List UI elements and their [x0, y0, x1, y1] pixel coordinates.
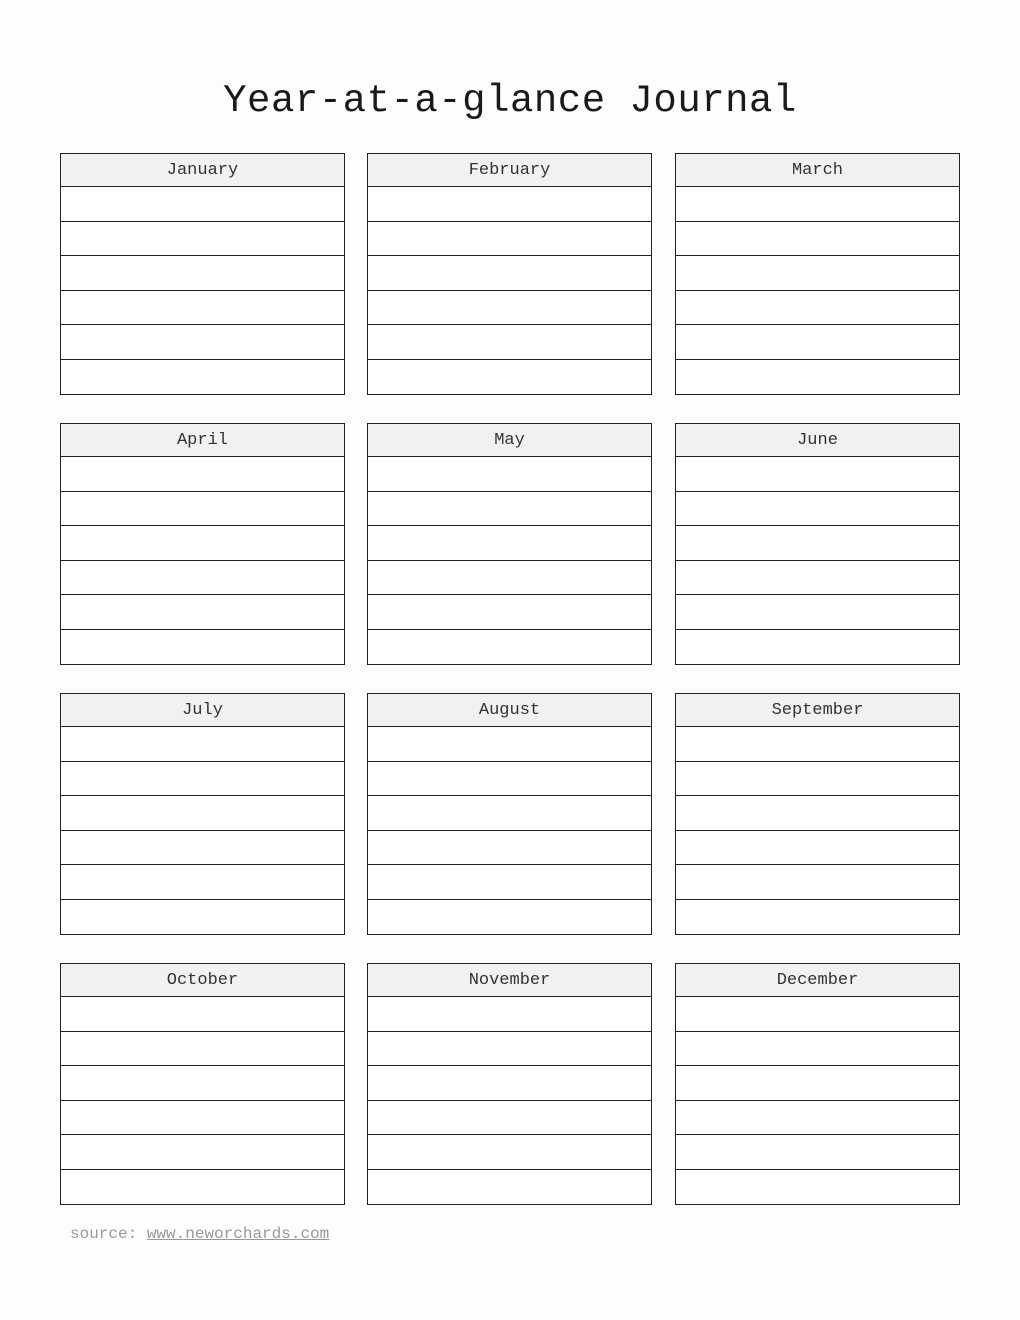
- journal-entry-row[interactable]: [368, 526, 651, 561]
- journal-entry-row[interactable]: [61, 727, 344, 762]
- journal-entry-row[interactable]: [61, 256, 344, 291]
- page-title: Year-at-a-glance Journal: [223, 79, 797, 123]
- month-header: April: [61, 424, 344, 457]
- journal-entry-row[interactable]: [61, 561, 344, 596]
- journal-entry-row[interactable]: [61, 1032, 344, 1067]
- source-footer: [70, 1225, 329, 1243]
- journal-entry-row[interactable]: [61, 1135, 344, 1170]
- journal-entry-row[interactable]: [368, 796, 651, 831]
- month-header: May: [368, 424, 651, 457]
- journal-entry-row[interactable]: [368, 831, 651, 866]
- month-table-march: [675, 153, 960, 395]
- journal-entry-row[interactable]: [676, 1066, 959, 1101]
- journal-entry-row[interactable]: [676, 900, 959, 935]
- month-header: December: [676, 964, 959, 997]
- journal-entry-row[interactable]: [676, 256, 959, 291]
- journal-entry-row[interactable]: [676, 727, 959, 762]
- month-table-april: [60, 423, 345, 665]
- journal-entry-row[interactable]: [368, 1101, 651, 1136]
- journal-entry-row[interactable]: [61, 831, 344, 866]
- journal-entry-row[interactable]: [368, 492, 651, 527]
- journal-entry-row[interactable]: [368, 325, 651, 360]
- journal-entry-row[interactable]: [61, 291, 344, 326]
- journal-entry-row[interactable]: [368, 630, 651, 665]
- journal-entry-row[interactable]: [676, 561, 959, 596]
- source-label: source:: [70, 1225, 138, 1243]
- journal-entry-row[interactable]: [61, 1066, 344, 1101]
- journal-entry-row[interactable]: [676, 526, 959, 561]
- journal-entry-row[interactable]: [368, 457, 651, 492]
- journal-entry-row[interactable]: [61, 900, 344, 935]
- journal-entry-row[interactable]: [61, 360, 344, 395]
- month-table-december: [675, 963, 960, 1205]
- journal-entry-row[interactable]: [368, 1135, 651, 1170]
- journal-entry-row[interactable]: [368, 561, 651, 596]
- journal-entry-row[interactable]: [676, 222, 959, 257]
- month-header: November: [368, 964, 651, 997]
- journal-entry-row[interactable]: [368, 900, 651, 935]
- journal-entry-row[interactable]: [676, 595, 959, 630]
- month-table-november: [367, 963, 652, 1205]
- month-header: June: [676, 424, 959, 457]
- journal-entry-row[interactable]: [368, 256, 651, 291]
- journal-entry-row[interactable]: [61, 865, 344, 900]
- month-table-october: [60, 963, 345, 1205]
- journal-entry-row[interactable]: [368, 997, 651, 1032]
- journal-entry-row[interactable]: [676, 997, 959, 1032]
- journal-entry-row[interactable]: [676, 1101, 959, 1136]
- journal-entry-row[interactable]: [676, 796, 959, 831]
- journal-entry-row[interactable]: [61, 1170, 344, 1205]
- month-header: January: [61, 154, 344, 187]
- journal-entry-row[interactable]: [61, 187, 344, 222]
- journal-entry-row[interactable]: [676, 831, 959, 866]
- month-header: September: [676, 694, 959, 727]
- journal-entry-row[interactable]: [368, 222, 651, 257]
- journal-entry-row[interactable]: [368, 865, 651, 900]
- journal-entry-row[interactable]: [368, 291, 651, 326]
- journal-entry-row[interactable]: [61, 595, 344, 630]
- journal-entry-row[interactable]: [61, 325, 344, 360]
- month-table-june: [675, 423, 960, 665]
- month-table-february: [367, 153, 652, 395]
- journal-entry-row[interactable]: [676, 187, 959, 222]
- journal-entry-row[interactable]: [368, 595, 651, 630]
- journal-entry-row[interactable]: [676, 630, 959, 665]
- journal-entry-row[interactable]: [676, 865, 959, 900]
- journal-entry-row[interactable]: [368, 727, 651, 762]
- journal-entry-row[interactable]: [368, 187, 651, 222]
- journal-entry-row[interactable]: [368, 1066, 651, 1101]
- month-table-january: [60, 153, 345, 395]
- journal-entry-row[interactable]: [676, 492, 959, 527]
- month-table-september: [675, 693, 960, 935]
- journal-entry-row[interactable]: [676, 291, 959, 326]
- journal-entry-row[interactable]: [676, 1170, 959, 1205]
- journal-entry-row[interactable]: [368, 762, 651, 797]
- month-header: October: [61, 964, 344, 997]
- journal-entry-row[interactable]: [61, 526, 344, 561]
- month-header: February: [368, 154, 651, 187]
- journal-entry-row[interactable]: [61, 796, 344, 831]
- month-table-august: [367, 693, 652, 935]
- journal-entry-row[interactable]: [676, 1032, 959, 1067]
- journal-entry-row[interactable]: [61, 457, 344, 492]
- source-link[interactable]: www.neworchards.com: [146, 1225, 330, 1243]
- journal-entry-row[interactable]: [676, 1135, 959, 1170]
- month-header: March: [676, 154, 959, 187]
- journal-entry-row[interactable]: [61, 630, 344, 665]
- journal-entry-row[interactable]: [676, 457, 959, 492]
- journal-entry-row[interactable]: [368, 1032, 651, 1067]
- month-header: July: [61, 694, 344, 727]
- journal-entry-row[interactable]: [676, 360, 959, 395]
- journal-entry-row[interactable]: [61, 492, 344, 527]
- journal-entry-row[interactable]: [61, 1101, 344, 1136]
- journal-entry-row[interactable]: [368, 360, 651, 395]
- journal-entry-row[interactable]: [61, 997, 344, 1032]
- journal-entry-row[interactable]: [61, 222, 344, 257]
- journal-entry-row[interactable]: [676, 762, 959, 797]
- month-table-july: [60, 693, 345, 935]
- month-table-may: [367, 423, 652, 665]
- journal-entry-row[interactable]: [676, 325, 959, 360]
- journal-entry-row[interactable]: [61, 762, 344, 797]
- month-header: August: [368, 694, 651, 727]
- journal-entry-row[interactable]: [368, 1170, 651, 1205]
